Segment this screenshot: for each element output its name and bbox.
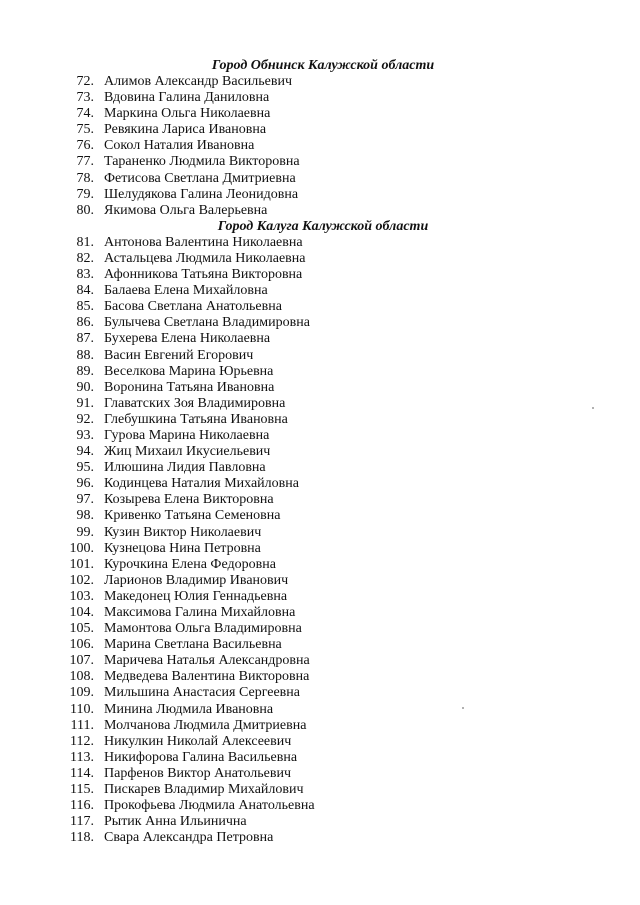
list-item bbox=[0, 235, 640, 251]
list-item-name: Македонец Юлия Геннадьевна bbox=[104, 588, 288, 604]
list-item-number: 90. bbox=[76, 379, 94, 395]
list-item-number: 94. bbox=[76, 444, 94, 460]
list-item bbox=[0, 589, 640, 605]
list-item-name: Воронина Татьяна Ивановна bbox=[104, 379, 275, 395]
list-item bbox=[0, 90, 640, 106]
list-item-number: 84. bbox=[76, 283, 94, 299]
list-item-number: 75. bbox=[76, 122, 94, 138]
list-item-name: Максимова Галина Михайловна bbox=[104, 605, 296, 620]
list-item-number: 76. bbox=[76, 138, 94, 154]
list-item-number: 93. bbox=[76, 427, 94, 443]
list-item bbox=[0, 750, 640, 766]
list-item bbox=[0, 267, 640, 283]
list-item bbox=[0, 669, 640, 685]
list-item bbox=[0, 798, 640, 814]
list-item bbox=[0, 444, 640, 460]
list-item-name: Бухерева Елена Николаевна bbox=[104, 331, 271, 347]
list-item bbox=[0, 428, 640, 444]
list-item-number: 108. bbox=[69, 669, 94, 685]
list-item-name: Кривенко Татьяна Семеновна bbox=[104, 508, 281, 524]
list-item-name: Медведева Валентина Викторовна bbox=[104, 669, 310, 685]
list-item bbox=[0, 702, 640, 718]
list-item bbox=[0, 830, 640, 846]
list-item-number: 107. bbox=[69, 653, 94, 669]
list-item-number: 109. bbox=[69, 685, 94, 701]
list-item-name: Веселкова Марина Юрьевна bbox=[104, 363, 274, 379]
list-item-name: Курочкина Елена Федоровна bbox=[104, 556, 276, 572]
list-item-name: Кузин Виктор Николаевич bbox=[104, 524, 262, 540]
list-item-name: Мамонтова Ольга Владимировна bbox=[104, 621, 302, 637]
list-item-number: 86. bbox=[76, 315, 94, 331]
list-item-name: Фетисова Светлана Дмитриевна bbox=[104, 170, 296, 186]
scan-speck bbox=[462, 707, 464, 709]
list-item bbox=[0, 106, 640, 122]
list-item-number: 101. bbox=[69, 556, 94, 572]
list-item-number: 100. bbox=[69, 540, 94, 556]
list-item-name: Афонникова Татьяна Викторовна bbox=[104, 267, 303, 283]
list-item-name: Антонова Валентина Николаевна bbox=[104, 234, 303, 250]
list-item bbox=[0, 74, 640, 90]
list-item-name: Свара Александра Петровна bbox=[104, 830, 274, 846]
list-item-name: Булычева Светлана Владимировна bbox=[104, 315, 310, 331]
list-item-name: Тараненко Людмила Викторовна bbox=[104, 154, 300, 170]
list-item-number: 114. bbox=[70, 765, 94, 781]
list-item-number: 104. bbox=[69, 605, 94, 620]
list-item-name: Маркина Ольга Николаевна bbox=[104, 106, 271, 122]
list-item-number: 95. bbox=[76, 460, 94, 476]
list-item-name: Никулкин Николай Алексеевич bbox=[104, 733, 292, 749]
list-item-number: 73. bbox=[76, 90, 94, 106]
list-item bbox=[0, 621, 640, 637]
list-item-number: 81. bbox=[76, 234, 94, 250]
list-item-number: 96. bbox=[76, 476, 94, 492]
section-heading: Город Калуга Калужской области bbox=[217, 218, 429, 234]
list-item-name: Ревякина Лариса Ивановна bbox=[104, 122, 267, 138]
list-item-number: 115. bbox=[70, 782, 94, 798]
list-item-number: 102. bbox=[69, 572, 94, 588]
list-item-name: Мильшина Анастасия Сергеевна bbox=[104, 685, 300, 701]
list-item bbox=[0, 396, 640, 412]
list-item-name: Васин Евгений Егорович bbox=[104, 347, 254, 363]
list-item bbox=[0, 348, 640, 364]
section-heading: Город Обнинск Калужской области bbox=[211, 58, 435, 73]
list-item-name: Пискарев Владимир Михайлович bbox=[104, 782, 304, 798]
list-item-name: Алимов Александр Васильевич bbox=[104, 74, 293, 89]
list-item-name: Вдовина Галина Даниловна bbox=[104, 90, 270, 106]
list-item-name: Минина Людмила Ивановна bbox=[104, 701, 274, 717]
list-item-number: 88. bbox=[76, 347, 94, 363]
list-item bbox=[0, 541, 640, 557]
list-item-number: 83. bbox=[76, 267, 94, 283]
list-item bbox=[0, 203, 640, 219]
list-item-number: 91. bbox=[76, 395, 94, 411]
list-item bbox=[0, 508, 640, 524]
list-item bbox=[0, 492, 640, 508]
list-item-number: 99. bbox=[76, 524, 94, 540]
list-item-name: Якимова Ольга Валерьевна bbox=[104, 202, 268, 218]
list-item bbox=[0, 637, 640, 653]
list-item-number: 98. bbox=[76, 508, 94, 524]
list-item-name: Козырева Елена Викторовна bbox=[104, 492, 274, 508]
list-item-number: 78. bbox=[76, 170, 94, 186]
list-item-name: Молчанова Людмила Дмитриевна bbox=[104, 717, 307, 733]
document-body bbox=[0, 58, 640, 846]
list-item-number: 85. bbox=[76, 299, 94, 315]
list-item bbox=[0, 782, 640, 798]
list-item bbox=[0, 171, 640, 187]
list-item bbox=[0, 460, 640, 476]
list-item bbox=[0, 685, 640, 701]
list-item bbox=[0, 573, 640, 589]
list-item-name: Прокофьева Людмила Анатольевна bbox=[104, 798, 315, 814]
list-item-number: 74. bbox=[76, 106, 94, 122]
list-item-number: 116. bbox=[70, 798, 94, 814]
list-item-name: Кодинцева Наталия Михайловна bbox=[104, 476, 299, 492]
list-item-name: Сокол Наталия Ивановна bbox=[104, 138, 255, 154]
list-item-number: 92. bbox=[76, 411, 94, 427]
list-item bbox=[0, 187, 640, 203]
list-item bbox=[0, 525, 640, 541]
list-item-number: 97. bbox=[76, 492, 94, 508]
list-item-number: 118. bbox=[70, 830, 94, 846]
list-item-number: 105. bbox=[69, 621, 94, 637]
list-item-number: 87. bbox=[76, 331, 94, 347]
list-item bbox=[0, 718, 640, 734]
list-item bbox=[0, 653, 640, 669]
list-item-name: Басова Светлана Анатольевна bbox=[104, 299, 282, 315]
list-item bbox=[0, 251, 640, 267]
list-item-name: Илюшина Лидия Павловна bbox=[104, 460, 266, 476]
list-item bbox=[0, 766, 640, 782]
list-item bbox=[0, 283, 640, 299]
list-item-name: Жиц Михаил Икусиельевич bbox=[104, 444, 271, 460]
list-item bbox=[0, 315, 640, 331]
list-item-number: 89. bbox=[76, 363, 94, 379]
list-item-name: Балаева Елена Михайловна bbox=[104, 283, 268, 299]
list-item-name: Шелудякова Галина Леонидовна bbox=[104, 186, 299, 202]
list-item-number: 77. bbox=[76, 154, 94, 170]
list-item bbox=[0, 380, 640, 396]
list-item bbox=[0, 122, 640, 138]
list-item bbox=[0, 412, 640, 428]
list-item bbox=[0, 299, 640, 315]
list-item-name: Никифорова Галина Васильевна bbox=[104, 749, 298, 765]
list-item-name: Кузнецова Нина Петровна bbox=[104, 540, 261, 556]
list-item-name: Ларионов Владимир Иванович bbox=[104, 572, 289, 588]
list-item bbox=[0, 814, 640, 830]
list-item-number: 106. bbox=[69, 637, 94, 653]
list-item-name: Парфенов Виктор Анатольевич bbox=[104, 765, 292, 781]
list-item-number: 79. bbox=[76, 186, 94, 202]
list-item-number: 110. bbox=[70, 701, 94, 717]
list-item-name: Глебушкина Татьяна Ивановна bbox=[104, 411, 288, 427]
list-item-number: 82. bbox=[76, 250, 94, 266]
list-item bbox=[0, 364, 640, 380]
list-item bbox=[0, 605, 640, 621]
list-item bbox=[0, 476, 640, 492]
list-item bbox=[0, 138, 640, 154]
list-item-number: 111. bbox=[70, 717, 94, 733]
list-item-number: 113. bbox=[70, 749, 94, 765]
list-item-number: 72. bbox=[76, 74, 94, 89]
list-item-number: 112. bbox=[70, 733, 94, 749]
list-item-name: Маричева Наталья Александровна bbox=[104, 653, 310, 669]
list-item bbox=[0, 734, 640, 750]
list-item-number: 117. bbox=[70, 814, 94, 830]
list-item-number: 103. bbox=[69, 588, 94, 604]
list-item-name: Гурова Марина Николаевна bbox=[104, 427, 270, 443]
list-item-name: Рытик Анна Ильинична bbox=[104, 814, 247, 830]
list-item bbox=[0, 331, 640, 347]
list-item bbox=[0, 154, 640, 170]
list-item bbox=[0, 557, 640, 573]
list-item-number: 80. bbox=[76, 202, 94, 218]
list-item-name: Марина Светлана Васильевна bbox=[104, 637, 282, 653]
scan-speck bbox=[592, 407, 594, 409]
list-item-name: Астальцева Людмила Николаевна bbox=[104, 250, 306, 266]
list-item-name: Главатских Зоя Владимировна bbox=[104, 395, 286, 411]
